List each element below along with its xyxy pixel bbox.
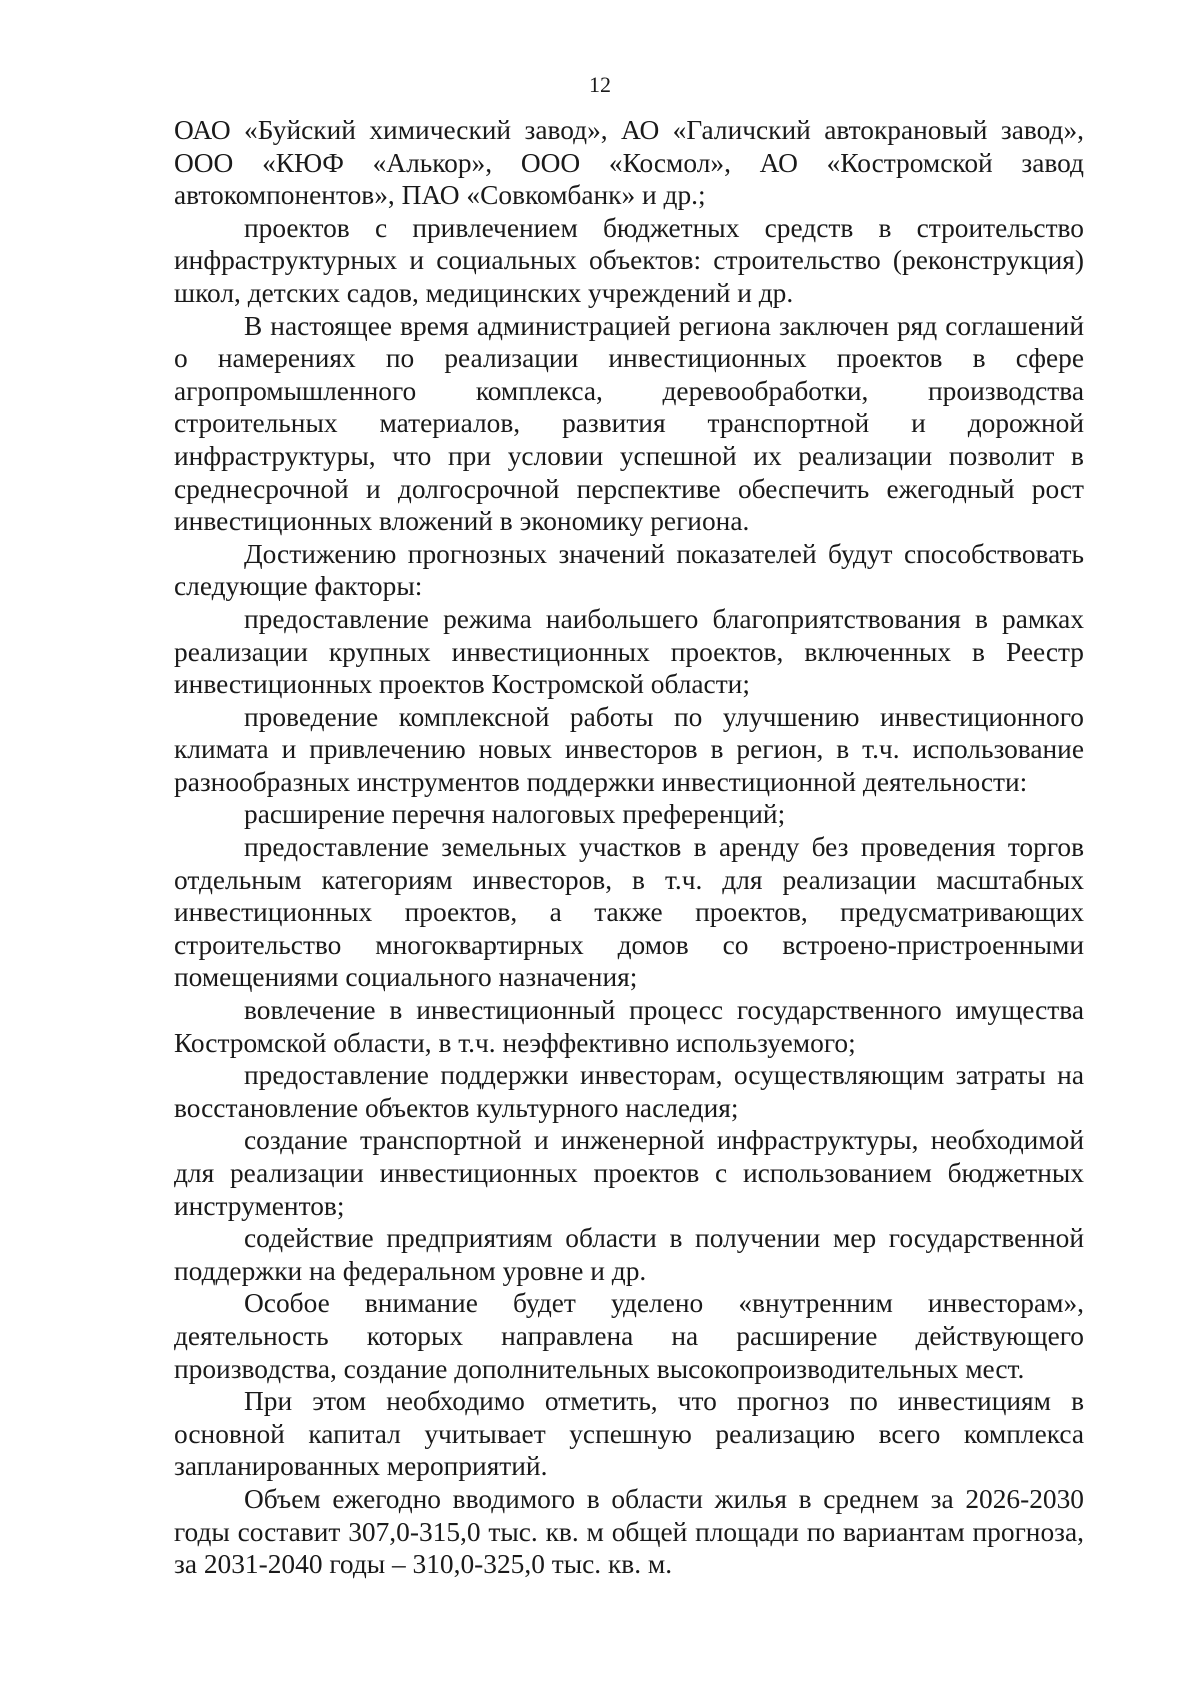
paragraph-tax-preferences: расширение перечня налоговых преференций; [244,799,786,830]
paragraph-federal-support: содействие предприятиям области в получении мер государственной поддержки на федеральном уровне и др. [174,1223,1084,1286]
paragraph-cultural-heritage: предоставление поддержки инвесторам, осуществляющим затраты на восстановление объектов культурного наследия; [174,1060,1084,1123]
paragraph-infrastructure: создание транспортной и инженерной инфраструктуры, необходимой для реализации инвестиционных проектов с использованием бюджетных инструментов; [174,1125,1084,1221]
paragraph-agreements: В настоящее время администрацией региона заключен ряд соглашений о намерениях по реализации инвестиционных проектов в сфере агропромышленного комплекса, деревообработки, производства строительных материалов, развития транспортной и дорожной инфраструктуры, что при условии успешной их реализации позволит в среднесрочной и долгосрочной перспективе обеспечить ежегодный рост инвестиционных вложений в экономику региона. [174,310,1084,537]
paragraph-factors-intro: Достижению прогнозных значений показателей будут способствовать следующие факторы: [174,538,1084,602]
paragraph-forecast-note: При этом необходимо отметить, что прогноз по инвестициям в основной капитал учитывает успешную реализацию всего комплекса запланированных мероприятий. [174,1386,1084,1482]
paragraph-company-list: ОАО «Буйский химический завод», АО «Галичский автокрановый завод», ООО «КЮФ «Алькор», ООО «Космол», АО «Костромской завод автокомпонентов», ПАО «Совкомбанк» и др.; [174,115,1084,211]
paragraph-investment-climate: проведение комплексной работы по улучшению инвестиционного климата и привлечению новых инвесторов в регион, в т.ч. использование разнообразных инструментов поддержки инвестиционной деятельности: [174,701,1084,797]
document-body [174,114,1084,1581]
paragraph-housing-volume: Объем ежегодно вводимого в области жилья в среднем за 2026-2030 годы составит 307,0-315,0 тыс. кв. м общей площади по вариантам прогноза, за 2031-2040 годы – 310,0-325,0 тыс. кв. м. [174,1483,1084,1580]
paragraph-land-plots: предоставление земельных участков в аренду без проведения торгов отдельным категориям инвесторов, в т.ч. для реализации масштабных инвестиционных проектов, а также проектов, предусматривающих строительство многоквартирных домов со встроено-пристроенными помещениями социального назначения; [174,832,1084,993]
paragraph-internal-investors: Особое внимание будет уделено «внутренним инвесторам», деятельность которых направлена на расширение действующего производства, создание дополнительных высокопроизводительных мест. [174,1288,1084,1384]
page-number: 12 [589,72,611,97]
paragraph-state-property: вовлечение в инвестиционный процесс государственного имущества Костромской области, в т.ч. неэффективно используемого; [174,995,1084,1058]
paragraph-budget-projects: проектов с привлечением бюджетных средств в строительство инфраструктурных и социальных объектов: строительство (реконструкция) школ, детских садов, медицинских учреждений и др. [174,212,1084,308]
paragraph-most-favored-regime: предоставление режима наибольшего благоприятствования в рамках реализации крупных инвестиционных проектов, включенных в Реестр инвестиционных проектов Костромской области; [174,603,1084,700]
